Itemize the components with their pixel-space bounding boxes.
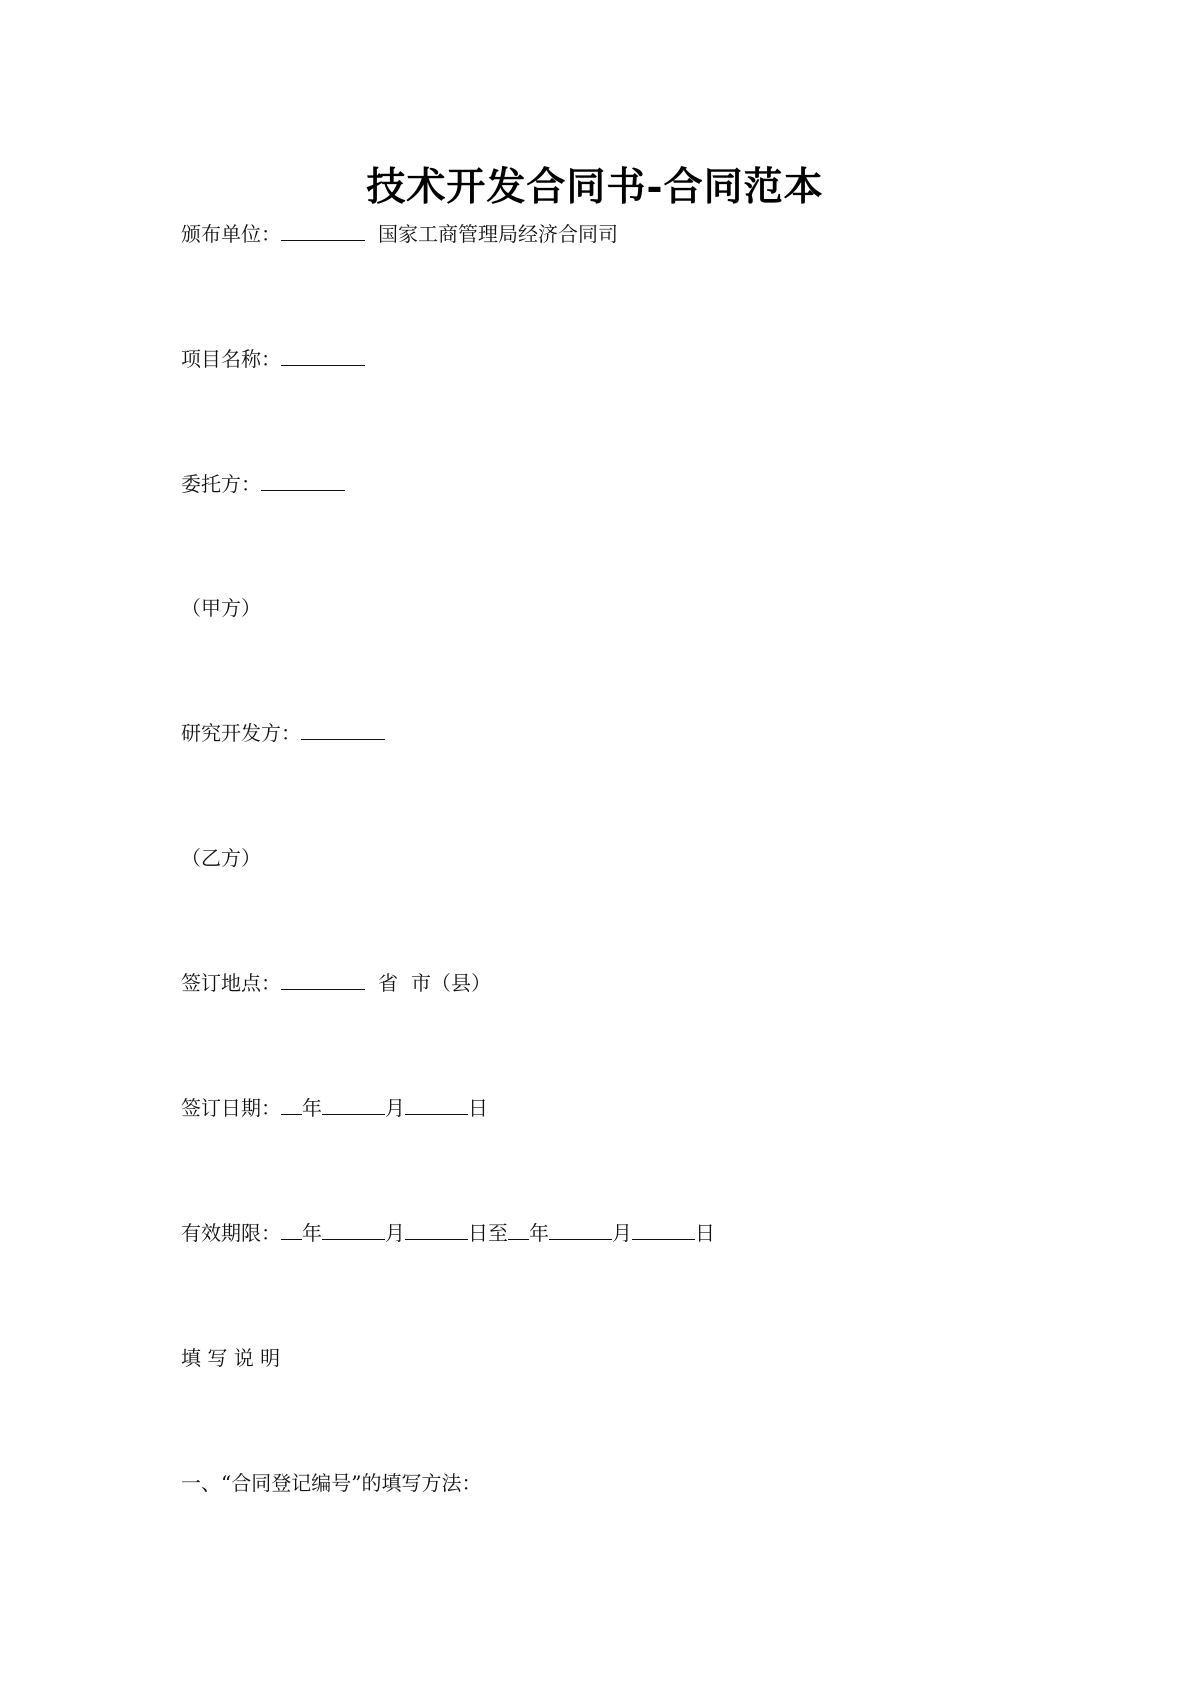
sign-date-month: 月 (385, 1096, 405, 1120)
sign-place-province: 省 (378, 971, 398, 995)
sign-date-label: 签订日期： (181, 1096, 281, 1120)
project-name-line (181, 345, 365, 373)
validity-end-year: 年 (529, 1221, 549, 1245)
document-title: 技术开发合同书-合同范本 (366, 164, 824, 210)
developer-line (181, 719, 385, 747)
issuer-value: 国家工商管理局经济合同司 (378, 222, 618, 246)
project-name-blank (281, 348, 365, 366)
validity-start-year: 年 (302, 1221, 322, 1245)
validity-start-year-blank (281, 1222, 302, 1240)
sign-date-year: 年 (302, 1096, 322, 1120)
issuer-blank (281, 223, 365, 241)
validity-end-day: 日 (695, 1221, 715, 1245)
developer-label: 研究开发方： (181, 721, 301, 745)
client-label: 委托方： (181, 472, 261, 496)
issuer-label: 颁布单位： (181, 222, 281, 246)
sign-date-day: 日 (468, 1096, 488, 1120)
validity-start-month: 月 (385, 1221, 405, 1245)
party-a-line: （甲方） (181, 596, 261, 620)
developer-blank (301, 722, 385, 740)
sign-place-line (181, 969, 491, 997)
client-line (181, 470, 345, 498)
validity-start-month-blank (322, 1222, 385, 1240)
issuer-line (181, 220, 618, 248)
instructions-heading: 填 写 说 明 (181, 1346, 281, 1370)
instruction-item-one: 一、“合同登记编号”的填写方法： (181, 1471, 482, 1495)
validity-label: 有效期限： (181, 1221, 281, 1245)
validity-end-month-blank (549, 1222, 612, 1240)
sign-place-label: 签订地点： (181, 971, 281, 995)
sign-date-year-blank (281, 1097, 302, 1115)
validity-line (181, 1219, 715, 1247)
validity-end-day-blank (632, 1222, 695, 1240)
sign-place-city: 市（县） (411, 971, 491, 995)
validity-end-year-blank (508, 1222, 529, 1240)
validity-start-day-blank (405, 1222, 468, 1240)
sign-place-blank (281, 972, 365, 990)
project-name-label: 项目名称： (181, 347, 281, 371)
sign-date-month-blank (322, 1097, 385, 1115)
validity-end-month: 月 (612, 1221, 632, 1245)
party-b-line: （乙方） (181, 846, 261, 870)
sign-date-line (181, 1094, 488, 1122)
validity-day-to: 日至 (468, 1221, 508, 1245)
sign-date-day-blank (405, 1097, 468, 1115)
client-blank (261, 473, 345, 491)
